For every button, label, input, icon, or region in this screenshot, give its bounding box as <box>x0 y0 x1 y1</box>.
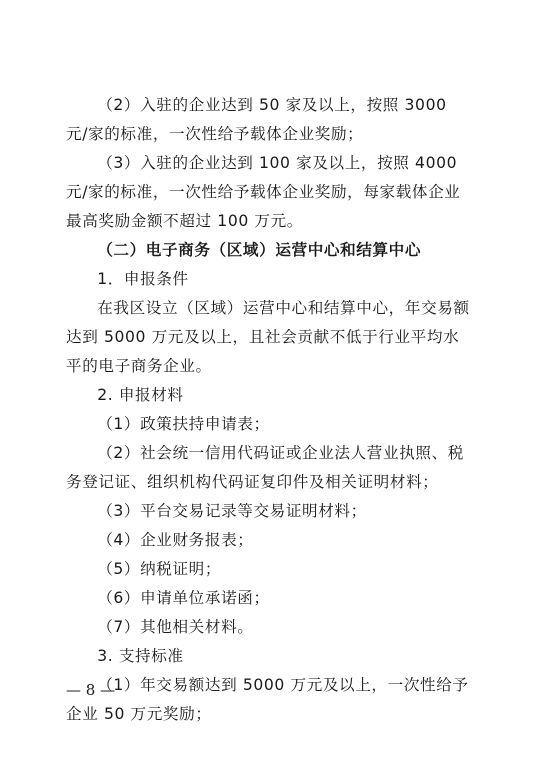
subheading-application-conditions: 1．申报条件 <box>97 270 189 288</box>
page-number: — 8 — <box>66 681 116 699</box>
section-heading-ecommerce-center: （二）电子商务（区域）运营中心和结算中心 <box>97 241 422 259</box>
list-item-material-3: （3）平台交易记录等交易证明材料； <box>97 502 367 520</box>
paragraph-award-50-companies: （2）入驻的企业达到 50 家及以上，按照 3000 元/家的标准，一次性给予载体企业奖励； <box>66 96 447 143</box>
subheading-support-standard: 3. 支持标准 <box>97 647 184 665</box>
paragraph-award-100-companies: （3）入驻的企业达到 100 家及以上，按照 4000 元/家的标准，一次性给予载体企业奖励，每家载体企业最高奖励金额不超过 100 万元。 <box>66 154 461 230</box>
subheading-application-materials: 2. 申报材料 <box>97 386 184 404</box>
document-body <box>66 91 470 729</box>
list-item-material-7: （7）其他相关材料。 <box>97 618 254 636</box>
list-item-material-6: （6）申请单位承诺函； <box>97 589 270 607</box>
paragraph-application-conditions: 在我区设立（区域）运营中心和结算中心，年交易额达到 5000 万元及以上，且社会贡献不低于行业平均水平的电子商务企业。 <box>66 299 470 375</box>
list-item-material-2: （2）社会统一信用代码证或企业法人营业执照、税务登记证、组织机构代码证复印件及相关证明材料； <box>66 444 464 491</box>
list-item-material-4: （4）企业财务报表； <box>97 531 254 549</box>
list-item-material-1: （1）政策扶持申请表； <box>97 415 270 433</box>
paragraph-support-standard-1: （1）年交易额达到 5000 万元及以上，一次性给予企业 50 万元奖励； <box>66 676 469 723</box>
list-item-material-5: （5）纳税证明； <box>97 560 222 578</box>
